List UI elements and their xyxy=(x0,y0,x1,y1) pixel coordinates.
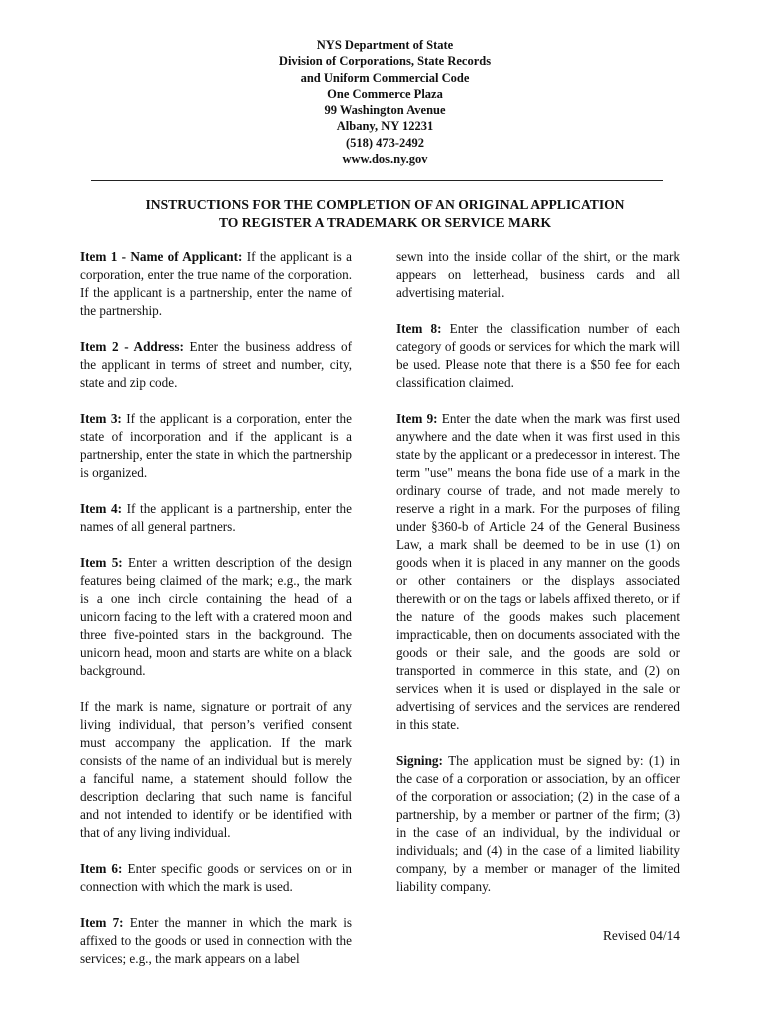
title-line-1: INSTRUCTIONS FOR THE COMPLETION OF AN ORIGINAL APPLICATION xyxy=(145,197,625,212)
document-title xyxy=(0,196,770,231)
item-2-label: Item 2 - Address: xyxy=(80,339,184,354)
item-5-label: Item 5: xyxy=(80,555,123,570)
item-8-label: Item 8: xyxy=(396,321,442,336)
item-9-paragraph xyxy=(396,410,680,734)
item-3-text: If the applicant is a corporation, enter the state of incorporation and if the applicant is a partnership, enter the state in which the partnership is organized. xyxy=(80,411,352,480)
item-4-label: Item 4: xyxy=(80,501,122,516)
header-divider xyxy=(91,180,663,181)
item-4-paragraph xyxy=(80,500,352,536)
item-1-paragraph xyxy=(80,248,352,320)
item-3-paragraph xyxy=(80,410,352,482)
item-2-text: Enter the business address of the applicant in terms of street and number, city, state and zip code. xyxy=(80,339,352,390)
agency-name: NYS Department of State xyxy=(316,38,454,52)
item-7-label: Item 7: xyxy=(80,915,124,930)
signing-label: Signing: xyxy=(396,753,443,768)
item-9-label: Item 9: xyxy=(396,411,438,426)
phone-number: (518) 473-2492 xyxy=(345,135,425,150)
address-line-2: 99 Washington Avenue xyxy=(324,103,446,118)
item-2-paragraph xyxy=(80,338,352,392)
item-3-label: Item 3: xyxy=(80,411,122,426)
address-line-1: One Commerce Plaza xyxy=(327,86,443,101)
item-9-text: Enter the date when the mark was first used anywhere and the date when it was first used in this state by the applicant or a predecessor in interest. The term "use" means the bona fide use of a mark in the ordinary course of trade, and not made merely to reserve a right in a mark. For the purposes of filing under §360-b of Article 24 of the General Business Law, a mark shall be deemed to be in use (1) on goods when it is placed in any manner on the goods or other containers or the displays associated therewith or on the tags or labels affixed thereto, or if the nature of the goods makes such placement impracticable, then on documents associated with the goods or their sale, and the goods are sold or transported in commerce in this state, and (2) on services when it is used or displayed in the sale or advertising of services and the services are rendered in this state. xyxy=(396,411,680,732)
signing-text: The application must be signed by: (1) in the case of a corporation or association, by an officer of the corporation or association; (2) in the case of a partnership, by a member or partner of the firm; (3) in the case of an individual, by the individual or individuals; and (4) in the case of a limited liability company, by a member or manager of the limited liability company. xyxy=(396,753,680,894)
portrait-consent-paragraph: If the mark is name, signature or portrait of any living individual, that person’s verified consent must accompany the application. If the mark consists of the name of an individual but is merely a fanciful name, a statement should follow the description declaring that such name is fanciful and not intended to identify or be identified with that of any living individual. xyxy=(80,699,352,840)
division-name: Division of Corporations, State Records xyxy=(278,54,492,69)
item-6-paragraph xyxy=(80,860,352,896)
item-8-text: Enter the classification number of each category of goods or services for which the mark will be used. Please note that there is a $50 fee for each classification claimed. xyxy=(396,321,680,390)
website: www.dos.ny.gov xyxy=(342,152,428,167)
address-city: Albany, NY 12231 xyxy=(336,119,434,134)
item-8-paragraph xyxy=(396,320,680,392)
signing-paragraph xyxy=(396,752,680,896)
revision-date: Revised 04/14 xyxy=(603,928,680,943)
division-name-cont: and Uniform Commercial Code xyxy=(300,70,470,85)
item-1-text: If the applicant is a corporation, enter the true name of the corporation. If the applicant is a partnership, enter the name of the partnership. xyxy=(80,249,352,318)
item-4-text: If the applicant is a partnership, enter the names of all general partners. xyxy=(80,501,352,534)
item-7-text: Enter the manner in which the mark is affixed to the goods or used in connection with the services; e.g., the mark appears on a label xyxy=(80,915,353,966)
item-1-label: Item 1 - Name of Applicant: xyxy=(80,249,243,264)
item-7-paragraph xyxy=(80,914,352,968)
left-column xyxy=(80,248,352,986)
item-7-continuation: sewn into the inside collar of the shirt, or the mark appears on letterhead, business cards and all advertising material. xyxy=(396,249,680,300)
item-6-label: Item 6: xyxy=(80,861,123,876)
item-5-paragraph xyxy=(80,554,352,680)
item-5-text: Enter a written description of the design features being claimed of the mark; e.g., the mark is a one inch circle containing the head of a unicorn facing to the left with a cratered moon and three five-pointed stars in the background. The unicorn head, moon and starts are white on a black background. xyxy=(80,555,352,678)
item-6-text: Enter specific goods or services on or in connection with which the mark is used. xyxy=(80,861,352,894)
title-line-2: TO REGISTER A TRADEMARK OR SERVICE MARK xyxy=(218,214,552,230)
right-column xyxy=(396,248,680,914)
letterhead xyxy=(0,37,770,167)
